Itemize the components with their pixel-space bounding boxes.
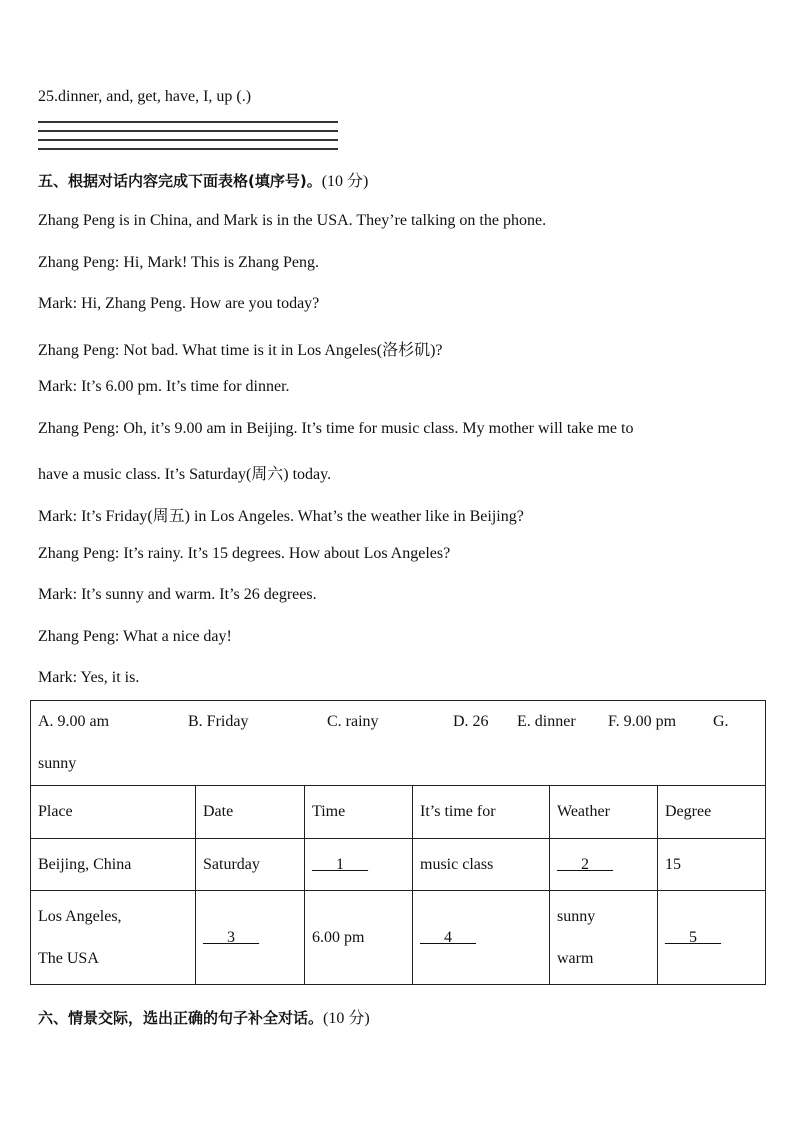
header-place: Place	[31, 786, 196, 839]
dialogue-line: Zhang Peng: Not bad. What time is it in Los Angeles(洛杉矶)?	[38, 342, 443, 359]
blank-2: ___2___	[550, 839, 658, 891]
cell-weather	[550, 891, 658, 985]
cell-date: Saturday	[196, 839, 305, 891]
place-line: The USA	[38, 949, 99, 967]
option-e: E. dinner	[517, 713, 576, 730]
dialogue-line: Mark: Hi, Zhang Peng. How are you today?	[38, 295, 320, 312]
cell-place: Beijing, China	[31, 839, 196, 891]
option-c: C. rainy	[327, 713, 379, 730]
dialogue-line: Zhang Peng: It’s rainy. It’s 15 degrees. How about Los Angeles?	[38, 545, 451, 562]
option-g: G.	[713, 713, 729, 730]
answer-line	[38, 121, 338, 123]
table-row	[31, 891, 766, 985]
dialogue-intro: Zhang Peng is in China, and Mark is in the USA. They’re talking on the phone.	[38, 212, 547, 229]
dialogue-line: Zhang Peng: What a nice day!	[38, 628, 232, 645]
blank-5: ___5___	[658, 891, 766, 985]
dialogue-line: Mark: It’s Friday(周五) in Los Angeles. What’s the weather like in Beijing?	[38, 508, 524, 525]
blank-4: ___4___	[413, 891, 550, 985]
dialogue-line: Zhang Peng: Oh, it’s 9.00 am in Beijing. It’s time for music class. My mother will take me to	[38, 420, 634, 437]
answer-line	[38, 148, 338, 150]
answer-line	[38, 139, 338, 141]
option-b: B. Friday	[188, 713, 249, 730]
section-5-title: 五、根据对话内容完成下面表格(填序号)。	[38, 172, 322, 190]
cell-time-for: music class	[413, 839, 550, 891]
answer-lines	[38, 121, 338, 157]
option-d: D. 26	[453, 713, 489, 730]
weather-line: warm	[557, 949, 594, 967]
section-5-heading	[38, 168, 368, 191]
answer-table	[30, 700, 766, 985]
table-header-row	[31, 786, 766, 839]
blank-3: ___3___	[196, 891, 305, 985]
header-degree: Degree	[658, 786, 766, 839]
header-time: Time	[305, 786, 413, 839]
cell-place	[31, 891, 196, 985]
header-weather: Weather	[550, 786, 658, 839]
option-g-text: sunny	[38, 755, 77, 772]
cell-degree: 15	[658, 839, 766, 891]
option-f: F. 9.00 pm	[608, 713, 677, 730]
header-time-for: It’s time for	[413, 786, 550, 839]
options-cell	[31, 701, 766, 786]
table-row	[31, 839, 766, 891]
dialogue-line: Mark: Yes, it is.	[38, 669, 140, 686]
header-date: Date	[196, 786, 305, 839]
section-6-heading	[38, 1005, 370, 1028]
cell-time: 6.00 pm	[305, 891, 413, 985]
options-row	[31, 701, 766, 786]
section-5-points: (10 分)	[321, 173, 369, 190]
weather-line: sunny	[557, 907, 596, 925]
section-6-points: (10 分)	[323, 1010, 370, 1027]
place-line: Los Angeles,	[38, 907, 122, 925]
answer-line	[38, 130, 338, 132]
blank-1: ___1___	[305, 839, 413, 891]
section-6-title: 六、情景交际，选出正确的句子补全对话。	[38, 1009, 324, 1027]
question-25: 25.dinner, and, get, have, I, up (.)	[38, 88, 252, 105]
dialogue-line: Mark: It’s sunny and warm. It’s 26 degrees.	[38, 586, 317, 603]
dialogue-line: have a music class. It’s Saturday(周六) today.	[38, 466, 332, 483]
dialogue-line: Mark: It’s 6.00 pm. It’s time for dinner.	[38, 378, 290, 395]
dialogue-line: Zhang Peng: Hi, Mark! This is Zhang Peng.	[38, 254, 320, 271]
option-a: A. 9.00 am	[38, 713, 110, 730]
